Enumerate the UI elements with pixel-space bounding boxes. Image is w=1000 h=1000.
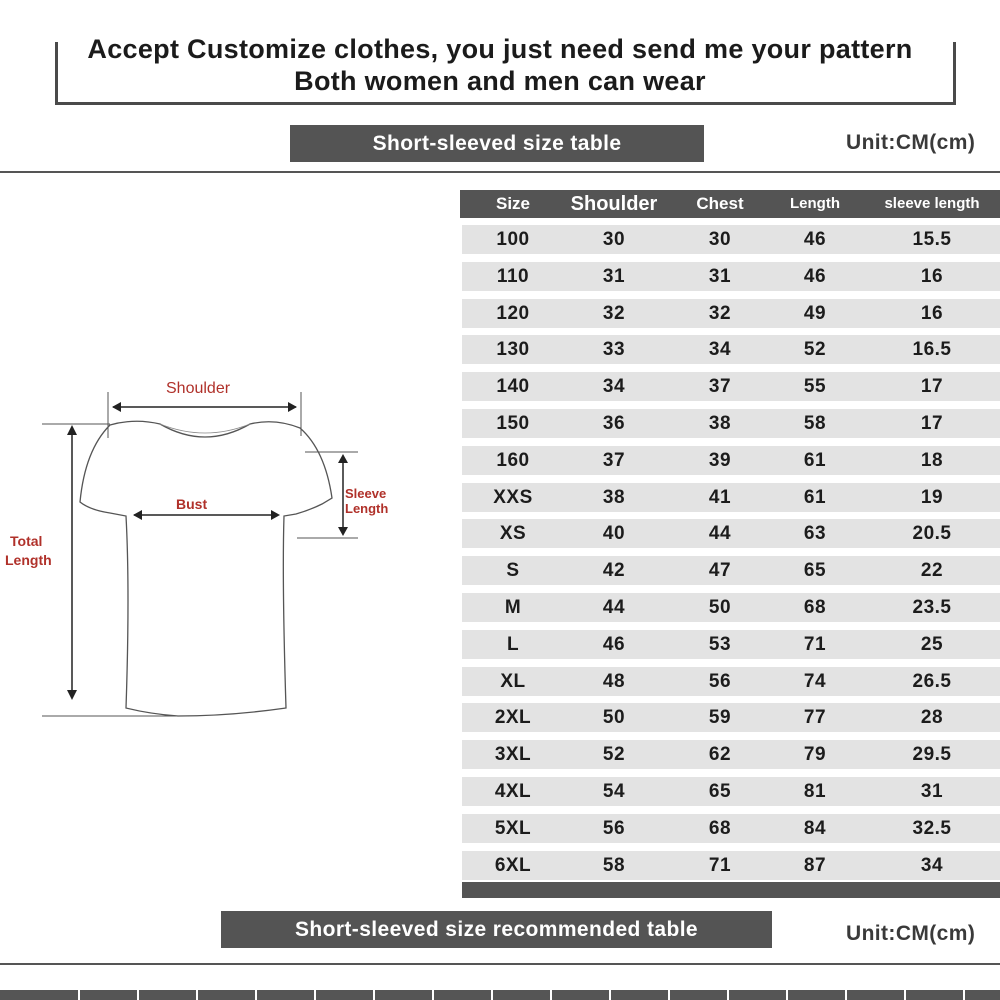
cell-chest: 34 — [708, 339, 732, 361]
cell-size: XL — [500, 670, 526, 692]
table-row — [462, 851, 1000, 880]
cell-size: 3XL — [494, 744, 532, 766]
cell-sleeve-length: 17 — [920, 413, 944, 434]
header-line-2: Both women and men can wear — [294, 66, 706, 96]
table-row — [462, 593, 1000, 622]
table-row — [462, 483, 1000, 512]
cell-sleeve-length: 19 — [920, 486, 944, 508]
table-row — [462, 630, 1000, 659]
table-row — [462, 372, 1000, 401]
tshirt-outline — [80, 421, 332, 716]
cell-chest: 38 — [708, 413, 732, 434]
column-header-sleeve-length: sleeve length — [884, 195, 980, 212]
cell-sleeve-length: 32.5 — [912, 817, 952, 839]
table-row — [462, 262, 1000, 291]
cell-sleeve-length: 26.5 — [912, 670, 952, 692]
cell-size: 160 — [496, 449, 530, 471]
table-row — [462, 225, 1000, 254]
shoulder-label: Shoulder — [166, 380, 231, 397]
size-table-header — [460, 190, 1000, 218]
table-row — [462, 740, 1000, 769]
cell-shoulder: 56 — [602, 817, 626, 839]
table-row — [462, 667, 1000, 696]
cell-sleeve-length: 16 — [920, 265, 944, 287]
cell-length: 84 — [803, 817, 827, 839]
cell-chest: 68 — [708, 817, 732, 839]
cell-shoulder: 33 — [602, 339, 626, 361]
cell-length: 61 — [803, 486, 827, 508]
cell-length: 55 — [803, 376, 827, 398]
recommended-table-header-strip — [0, 990, 1000, 1000]
cell-shoulder: 36 — [602, 413, 626, 434]
size-table-banner: Short-sleeved size table — [290, 125, 704, 162]
cell-length: 58 — [803, 413, 827, 434]
cell-shoulder: 58 — [602, 854, 626, 876]
cell-sleeve-length: 22 — [920, 560, 944, 582]
cell-size: S — [506, 560, 520, 582]
recommended-table-unit: Unit:CM(cm) — [846, 922, 976, 945]
tshirt-diagram — [0, 370, 420, 730]
sleeve-label-line1: Sleeve — [345, 486, 387, 501]
cell-sleeve-length: 18 — [920, 449, 944, 471]
cell-shoulder: 48 — [602, 670, 626, 692]
cell-size: 130 — [496, 339, 530, 361]
header-line-1: Accept Customize clothes, you just need send me your pattern — [87, 34, 913, 64]
cell-chest: 44 — [708, 523, 732, 545]
cell-shoulder: 34 — [602, 376, 626, 398]
table-row — [462, 446, 1000, 475]
cell-shoulder: 42 — [602, 560, 626, 582]
cell-chest: 41 — [708, 486, 732, 508]
bust-label: Bust — [176, 496, 208, 512]
cell-length: 49 — [803, 302, 827, 324]
cell-size: 150 — [496, 413, 530, 434]
cell-sleeve-length: 31 — [920, 781, 944, 802]
table-row — [462, 519, 1000, 548]
cell-shoulder: 30 — [602, 229, 626, 250]
cell-shoulder: 44 — [602, 597, 626, 618]
cell-sleeve-length: 34 — [920, 854, 944, 876]
table-row — [462, 409, 1000, 438]
cell-shoulder: 50 — [602, 707, 626, 729]
cell-length: 46 — [803, 229, 827, 250]
column-header-length: Length — [790, 195, 840, 212]
cell-shoulder: 37 — [602, 449, 626, 471]
cell-sleeve-length: 25 — [920, 633, 944, 655]
cell-sleeve-length: 20.5 — [912, 523, 952, 545]
cell-size: 5XL — [494, 817, 532, 839]
table-row — [462, 703, 1000, 732]
cell-length: 71 — [803, 633, 827, 655]
cell-chest: 39 — [708, 449, 732, 471]
cell-length: 79 — [803, 744, 827, 766]
cell-chest: 71 — [708, 854, 732, 876]
column-header-shoulder: Shoulder — [570, 193, 658, 215]
cell-size: 4XL — [494, 781, 532, 802]
cell-chest: 62 — [708, 744, 732, 766]
cell-chest: 47 — [708, 560, 732, 582]
table-row — [462, 335, 1000, 364]
cell-size: L — [506, 633, 520, 655]
section-divider — [0, 171, 1000, 173]
total-length-label-line1: Total — [10, 533, 43, 549]
total-length-label-line2: Length — [5, 552, 52, 568]
cell-chest: 32 — [708, 302, 732, 324]
cell-chest: 37 — [708, 376, 732, 398]
cell-sleeve-length: 28 — [920, 707, 944, 729]
cell-chest: 50 — [708, 597, 732, 618]
cell-size: 2XL — [494, 707, 532, 729]
cell-size: XS — [499, 523, 527, 545]
cell-shoulder: 31 — [602, 265, 626, 287]
cell-chest: 53 — [708, 633, 732, 655]
cell-length: 46 — [803, 265, 827, 287]
cell-length: 65 — [803, 560, 827, 582]
column-header-size: Size — [495, 194, 531, 213]
cell-length: 63 — [803, 523, 827, 545]
cell-sleeve-length: 23.5 — [912, 597, 952, 618]
cell-size: 110 — [496, 265, 530, 287]
cell-sleeve-length: 16 — [920, 302, 944, 324]
cell-length: 81 — [803, 781, 827, 802]
cell-length: 52 — [803, 339, 827, 361]
section-divider-2 — [0, 963, 1000, 965]
size-table-unit: Unit:CM(cm) — [846, 131, 976, 154]
cell-length: 61 — [803, 449, 827, 471]
cell-sleeve-length: 16.5 — [912, 339, 952, 361]
sleeve-label-line2: Length — [345, 501, 389, 516]
cell-chest: 30 — [708, 229, 732, 250]
column-header-chest: Chest — [696, 194, 744, 213]
cell-length: 74 — [803, 670, 827, 692]
cell-chest: 59 — [708, 707, 732, 729]
cell-length: 77 — [803, 707, 827, 729]
cell-shoulder: 54 — [602, 781, 626, 802]
size-table-footer — [462, 882, 1000, 898]
table-row — [462, 814, 1000, 843]
cell-shoulder: 52 — [602, 744, 626, 766]
cell-chest: 31 — [708, 265, 732, 287]
cell-size: 6XL — [494, 854, 532, 876]
cell-size: 120 — [496, 302, 530, 324]
cell-shoulder: 46 — [602, 633, 626, 655]
table-row — [462, 556, 1000, 585]
cell-chest: 56 — [708, 670, 732, 692]
cell-chest: 65 — [708, 781, 732, 802]
recommended-table-banner: Short-sleeved size recommended table — [221, 911, 772, 948]
table-row — [462, 777, 1000, 806]
cell-length: 87 — [803, 854, 827, 876]
cell-size: 140 — [496, 376, 530, 398]
cell-length: 68 — [803, 597, 827, 618]
cell-sleeve-length: 15.5 — [912, 229, 952, 250]
table-row — [462, 299, 1000, 328]
cell-sleeve-length: 29.5 — [912, 744, 952, 766]
cell-shoulder: 40 — [602, 523, 626, 545]
cell-size: M — [504, 597, 522, 618]
cell-shoulder: 38 — [602, 486, 626, 508]
cell-size: 100 — [496, 229, 530, 250]
cell-shoulder: 32 — [602, 302, 626, 324]
cell-sleeve-length: 17 — [920, 376, 944, 398]
cell-size: XXS — [493, 486, 533, 508]
